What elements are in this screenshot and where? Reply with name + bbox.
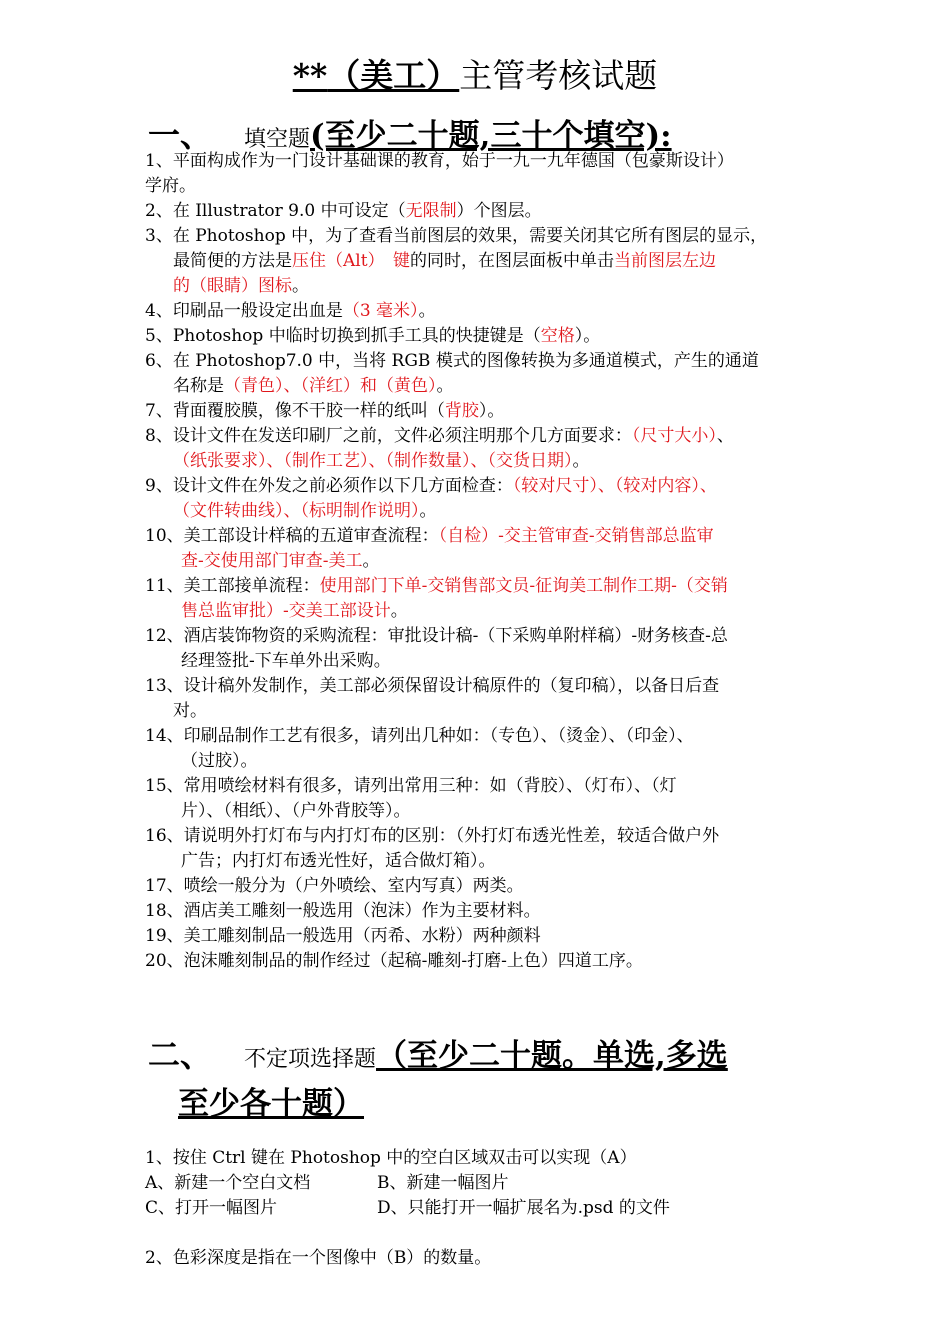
question-line: 6、在 Photoshop7.0 中，当将 RGB 模式的图像转换为多通道模式，产生的通道	[145, 351, 759, 371]
option-b: B、新建一幅图片	[377, 1173, 509, 1193]
answer-text: 售总监审批）-交美工部设计	[181, 601, 391, 621]
question-line: 1、平面构成作为一门设计基础课的教育，始于一九一九年德国（包豪斯设计）	[145, 151, 734, 171]
question-line: 8、设计文件在发送印刷厂之前，文件必须注明那个几方面要求：（尺寸大小）、	[145, 426, 734, 446]
question-line: 广告；内打灯布透光性好，适合做灯箱）。	[181, 851, 496, 871]
section-number: 一、	[148, 116, 213, 154]
answer-text: 压住（Alt） 键	[292, 251, 411, 271]
question-line: 9、设计文件在外发之前必须作以下几方面检查：（较对尺寸）、（较对内容）、	[145, 476, 717, 496]
question-line: 片）、（相纸）、（户外背胶等）。	[181, 801, 411, 821]
question-line: 10、美工部设计样稿的五道审查流程：（自检）-交主管审查-交销售部总监审	[145, 526, 714, 546]
option-c: C、打开一幅图片	[145, 1198, 278, 1218]
title-prefix: **	[292, 56, 328, 95]
question-line: 11、美工部接单流程：使用部门下单-交销售部文员-征询美工制作工期-（交销	[145, 576, 728, 596]
answer-text: 使用部门下单-交销售部文员-征询美工制作工期-（交销	[319, 576, 728, 596]
question-line: 7、背面覆胶膜，像不干胶一样的纸叫（背胶）。	[145, 401, 505, 421]
answer-text: （较对尺寸）、（较对内容）、	[512, 476, 717, 496]
title-underlined: （美工）	[327, 56, 460, 95]
section-note-continued: 至少各十题）	[178, 1086, 364, 1122]
question-line: （过胶）。	[181, 751, 258, 771]
question-line: 查-交使用部门审查-美工。	[181, 551, 380, 571]
option-d: D、只能打开一幅扩展名为.psd 的文件	[377, 1198, 670, 1218]
question-line: 经理签批-下车单外出采购。	[181, 651, 391, 671]
answer-text: （3 毫米）	[342, 301, 419, 321]
mc-options-row	[145, 1171, 509, 1196]
question-line: 19、美工雕刻制品一般选用（丙希、水粉）两种颜料	[145, 926, 541, 946]
question-line: 17、喷绘一般分为（户外喷绘、室内写真）两类。	[145, 876, 524, 896]
page-title	[0, 56, 950, 96]
question-line: 13、设计稿外发制作，美工部必须保留设计稿原件的（复印稿），以备日后查	[145, 676, 720, 696]
answer-text: （自检）-交主管审查-交销售部总监审	[438, 526, 714, 546]
question-line: （文件转曲线）、（标明制作说明）。	[173, 501, 437, 521]
question-line: 18、酒店美工雕刻一般选用（泡沫）作为主要材料。	[145, 901, 541, 921]
answer-text: 查-交使用部门审查-美工	[181, 551, 363, 571]
question-line: 12、酒店装饰物资的采购流程：审批设计稿-（下采购单附样稿）-财务核查-总	[145, 626, 728, 646]
answer-text: （青色）、（洋红）和（黄色）	[224, 376, 437, 396]
answer-text: 无限制	[405, 201, 457, 221]
question-line: 20、泡沫雕刻制品的制作经过（起稿-雕刻-打磨-上色）四道工序。	[145, 951, 643, 971]
section-note: （至少二十题。单选,多选	[376, 1038, 728, 1074]
question-line: 16、请说明外打灯布与内打灯布的区别：（外打灯布透光性差，较适合做户外	[145, 826, 720, 846]
question-line: 最简便的方法是压住（Alt） 键的同时，在图层面板中单击当前图层左边	[173, 251, 717, 271]
question-line: （纸张要求）、（制作工艺）、（制作数量）、（交货日期）。	[173, 451, 590, 471]
mc-question-2: 2、色彩深度是指在一个图像中（B）的数量。	[145, 1248, 492, 1268]
answer-text: （文件转曲线）、（标明制作说明）	[173, 501, 420, 521]
question-line: 3、在 Photoshop 中，为了查看当前图层的效果，需要关闭其它所有图层的显示，	[145, 226, 768, 246]
answer-text: （尺寸大小）	[631, 426, 717, 446]
question-line: 2、在 Illustrator 9.0 中可设定（无限制）个图层。	[145, 201, 542, 221]
question-line: 学府。	[145, 176, 196, 196]
mc-question-1: 1、按住 Ctrl 键在 Photoshop 中的空白区域双击可以实现（A）	[145, 1148, 637, 1168]
answer-text: 当前图层左边	[614, 251, 717, 271]
question-line: 5、Photoshop 中临时切换到抓手工具的快捷键是（空格）。	[145, 326, 601, 346]
title-rest: 主管考核试题	[459, 56, 658, 95]
mc-options-row	[145, 1196, 670, 1221]
question-line: 对。	[173, 701, 207, 721]
question-line: 14、印刷品制作工艺有很多，请列出几种如：（专色）、（烫金）、（印金）、	[145, 726, 694, 746]
section-name: 不定项选择题	[244, 1047, 377, 1072]
section-number: 二、	[148, 1036, 213, 1074]
answer-text: 空格	[540, 326, 575, 346]
answer-text: 的（眼睛）图标	[173, 276, 292, 296]
fill-in-questions	[145, 149, 825, 974]
section-name: 填空题	[244, 127, 311, 152]
option-a: A、新建一个空白文档	[145, 1173, 311, 1193]
section-heading-2	[148, 1030, 728, 1076]
answer-text: 背胶	[444, 401, 479, 421]
section-note: (至少二十题,三十个填空):	[310, 118, 672, 154]
question-line: 4、印刷品一般设定出血是（3 毫米）。	[145, 301, 436, 321]
question-line: 15、常用喷绘材料有很多，请列出常用三种：如（背胶）、（灯布）、（灯	[145, 776, 677, 796]
question-line: 名称是（青色）、（洋红）和（黄色）。	[173, 376, 454, 396]
answer-text: （纸张要求）、（制作工艺）、（制作数量）、（交货日期）	[173, 451, 573, 471]
question-line: 的（眼睛）图标。	[173, 276, 309, 296]
question-line: 售总监审批）-交美工部设计。	[181, 601, 408, 621]
